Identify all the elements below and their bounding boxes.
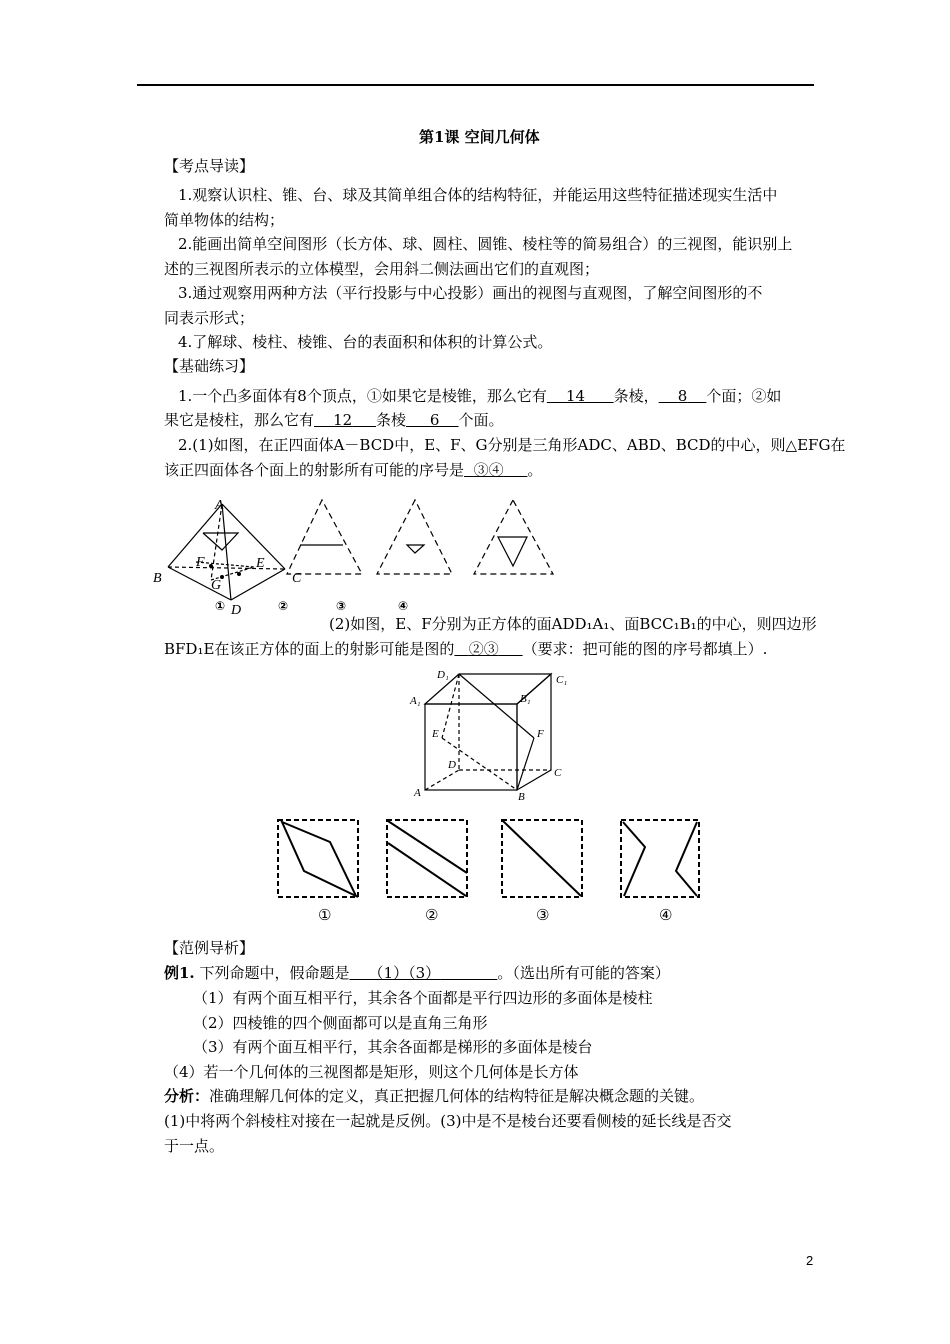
option-4-shape-left: [623, 822, 645, 896]
guide-item-3-line1: 3.通过观察用两种方法（平行投影与中心投影）画出的视图与直观图，了解空间图形的不: [178, 284, 763, 302]
q1-text: 个面；②如: [706, 387, 782, 405]
q1-answer-edges-pyramid: 14: [565, 387, 586, 405]
analysis-line: [164, 1087, 704, 1105]
example-1-answer: （1）（3）: [368, 964, 441, 982]
example-1-text: 下列命题中，假命题是: [199, 964, 350, 982]
fig1-number-3: ③: [336, 599, 347, 613]
q1-answer-faces-pyramid: 8: [677, 387, 688, 405]
analysis-line-2: (1)中将两个斜棱柱对接在一起就是反例。(3)中是不是棱台还要看侧棱的延长线是否交: [164, 1112, 732, 1130]
cube-label-c: C: [554, 767, 562, 779]
option-4-shape-right: [676, 822, 697, 896]
q2b-answer: ②③: [468, 640, 499, 658]
q2-text: 该正四面体各个面上的射影所有可能的序号是: [164, 461, 465, 479]
fig2-number-4: ④: [659, 906, 673, 924]
cube-label-d: D: [448, 759, 456, 771]
fig2-number-1: ①: [318, 906, 332, 924]
cube-label-d1: D₁: [437, 669, 449, 681]
guide-item-2-line1: 2.能画出简单空间图形（长方体、球、圆柱、圆锥、棱柱等的简易组合）的三视图，能识别上: [178, 235, 793, 253]
example-option-2: （2）四棱锥的四个侧面都可以是直角三角形: [193, 1014, 488, 1032]
example-1-label: 例1.: [164, 964, 195, 982]
cube-label-a: A: [414, 787, 421, 799]
analysis-label: 分析：: [164, 1087, 210, 1105]
label-g: G: [211, 578, 222, 593]
analysis-text: 准确理解几何体的定义，真正把握几何体的结构特征是解决概念题的关键。: [209, 1087, 705, 1105]
q2-text: 。: [527, 461, 543, 479]
section-heading-guide: 【考点导读】: [164, 157, 255, 175]
q1-text: 条棱，: [613, 387, 659, 405]
example-1-line: [164, 964, 670, 982]
label-f: F: [196, 555, 205, 570]
option-2-frame: [387, 820, 467, 897]
cube-label-a1: A₁: [410, 695, 421, 707]
q1-answer-edges-prism: 12: [333, 411, 353, 429]
q2b-text: （要求：把可能的图的序号都填上）.: [522, 640, 768, 658]
example-option-4: （4）若一个几何体的三视图都是矩形，则这个几何体是长方体: [164, 1063, 579, 1081]
section-heading-basic: 【基础练习】: [164, 357, 255, 375]
label-b: B: [153, 571, 162, 586]
example-option-3: （3）有两个面互相平行，其余各面都是梯形的多面体是棱台: [193, 1038, 593, 1056]
guide-item-2-line2: 述的三视图所表示的立体模型，会用斜二侧法画出它们的直观图；: [164, 260, 600, 278]
label-e: E: [256, 556, 265, 571]
fig1-number-2: ②: [278, 599, 289, 613]
q1-text: 条棱: [376, 411, 407, 429]
label-a: A: [215, 498, 224, 513]
q2-answer: ③④: [473, 461, 504, 479]
fig2-number-2: ②: [425, 906, 439, 924]
q1-text: 个面。: [458, 411, 504, 429]
option-1-frame: [278, 820, 358, 897]
cube-label-c1: C₁: [556, 674, 568, 686]
fig1-number-1: ①: [215, 599, 226, 613]
cube-label-b1: B₁: [520, 693, 531, 705]
cube-label-b: B: [518, 791, 525, 803]
guide-item-1-line1: 1.观察认识柱、锥、台、球及其简单组合体的结构特征，并能运用这些特征描述现实生活中: [178, 186, 778, 204]
fig2-number-3: ③: [536, 906, 550, 924]
page-number: 2: [806, 1253, 814, 1268]
example-option-1: （1）有两个面互相平行，其余各个面都是平行四边形的多面体是棱柱: [193, 989, 653, 1007]
q1-answer-faces-prism: 6: [429, 411, 440, 429]
page-title: 第1课 空间几何体: [419, 128, 540, 146]
guide-item-4: 4.了解球、棱柱、棱锥、台的表面积和体积的计算公式。: [178, 333, 553, 351]
question-2-line1: 2.(1)如图，在正四面体A－BCD中，E、F、G分别是三角形ADC、ABD、BCD的中心，则△EFG在: [178, 436, 846, 454]
example-1-text: 。（选出所有可能的答案）: [497, 964, 670, 982]
guide-item-1-line2: 简单物体的结构；: [164, 211, 285, 229]
question-2b-line1: (2)如图，E、F分别为正方体的面ADD₁A₁、面BCC₁B₁的中心，则四边形: [329, 615, 817, 633]
option-1-shape: [282, 822, 356, 896]
q1-text: 1.一个凸多面体有8个顶点，①如果它是棱锥，那么它有: [178, 387, 547, 405]
q2b-text: BFD₁E在该正方体的面上的射影可能是图的: [164, 640, 455, 658]
analysis-line-3: 于一点。: [164, 1137, 225, 1155]
q1-text: 果它是棱柱，那么它有: [164, 411, 315, 429]
section-heading-examples: 【范例导析】: [164, 939, 255, 957]
fig1-number-4: ④: [398, 599, 409, 613]
label-d: D: [231, 603, 242, 618]
cube-label-e: E: [432, 728, 439, 740]
label-c: C: [292, 571, 302, 586]
cube-label-f: F: [537, 728, 544, 740]
guide-item-3-line2: 同表示形式；: [164, 309, 255, 327]
